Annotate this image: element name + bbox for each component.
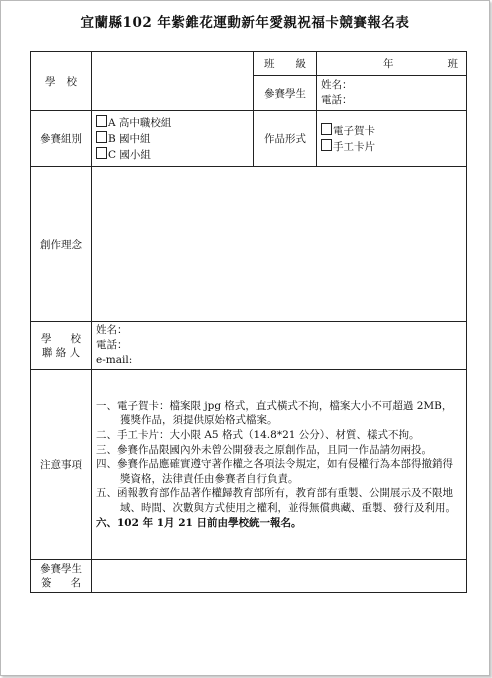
group-option-a[interactable]: A 高中職校組 [96, 115, 249, 131]
note-item: 五、函報教育部作品著作權歸教育部所有，教育部有重製、公開展示及不限地域、時間、次數與方式使用之權利，並得無償典藏、重製、發行及利用。 [96, 487, 456, 514]
concept-input-cell[interactable] [92, 167, 467, 322]
contact-email-line: e-mail: [96, 354, 133, 366]
format-label-cell: 作品形式 [254, 111, 317, 167]
notes-label-cell: 注意事項 [31, 370, 92, 560]
contact-phone-line: 電話： [96, 339, 128, 351]
note-item: 三、參賽作品限國內外未曾公開發表之原創作品，且同一作品請勿兩投。 [96, 443, 432, 456]
format-option-ecard[interactable]: 電子賀卡 [321, 123, 462, 139]
checkbox-icon[interactable] [321, 139, 332, 151]
group-option-b[interactable]: B 國中組 [96, 131, 249, 147]
participant-name-line: 姓名： [321, 79, 353, 91]
registration-table [30, 51, 467, 593]
concept-label-cell: 創作理念 [31, 167, 92, 322]
group-options-cell [92, 111, 254, 167]
participant-input-cell[interactable] [317, 76, 467, 111]
group-label-cell: 參賽組別 [31, 111, 92, 167]
class-label-cell: 班 級 [254, 52, 317, 76]
note-item-deadline: 六、102 年 1月 21 日前由學校統一報名。 [96, 516, 302, 529]
class-input-cell[interactable]: 年 班 [317, 52, 467, 76]
note-item: 四、參賽作品應確實遵守著作權之各項法令規定，如有侵權行為本部得撤銷得獎資格，法律責任由參賽者自行負責。 [96, 458, 453, 485]
format-option-handmade[interactable]: 手工卡片 [321, 139, 462, 155]
contact-input-cell[interactable] [92, 322, 467, 370]
checkbox-icon[interactable] [96, 115, 107, 127]
page-title: 宜蘭縣102 年紫錐花運動新年愛親祝福卡競賽報名表 [80, 15, 410, 31]
group-option-c[interactable]: C 國小組 [96, 147, 249, 163]
note-item: 一、電子賀卡：檔案限 jpg 格式，直式橫式不拘，檔案大小不可超過 2MB，獲獎作品，須提供原始格式檔案。 [96, 399, 453, 427]
checkbox-icon[interactable] [96, 147, 107, 159]
school-input-cell[interactable] [92, 52, 254, 111]
checkbox-icon[interactable] [96, 131, 107, 143]
signature-input-cell[interactable] [92, 560, 467, 593]
notes-cell [92, 370, 467, 560]
participant-phone-line: 電話： [321, 94, 353, 106]
signature-label-cell: 參賽學生 簽 名 [31, 560, 92, 593]
note-item: 二、手工卡片：大小限 A5 格式（14.8*21 公分）、材質、樣式不拘。 [96, 429, 420, 442]
contact-name-line: 姓名： [96, 324, 128, 336]
format-options-cell [317, 111, 467, 167]
checkbox-icon[interactable] [321, 123, 332, 135]
participant-label-cell: 參賽學生 [254, 76, 317, 111]
school-label-cell: 學 校 [31, 52, 92, 111]
contact-label-cell: 學 校 聯 絡 人 [31, 322, 92, 370]
